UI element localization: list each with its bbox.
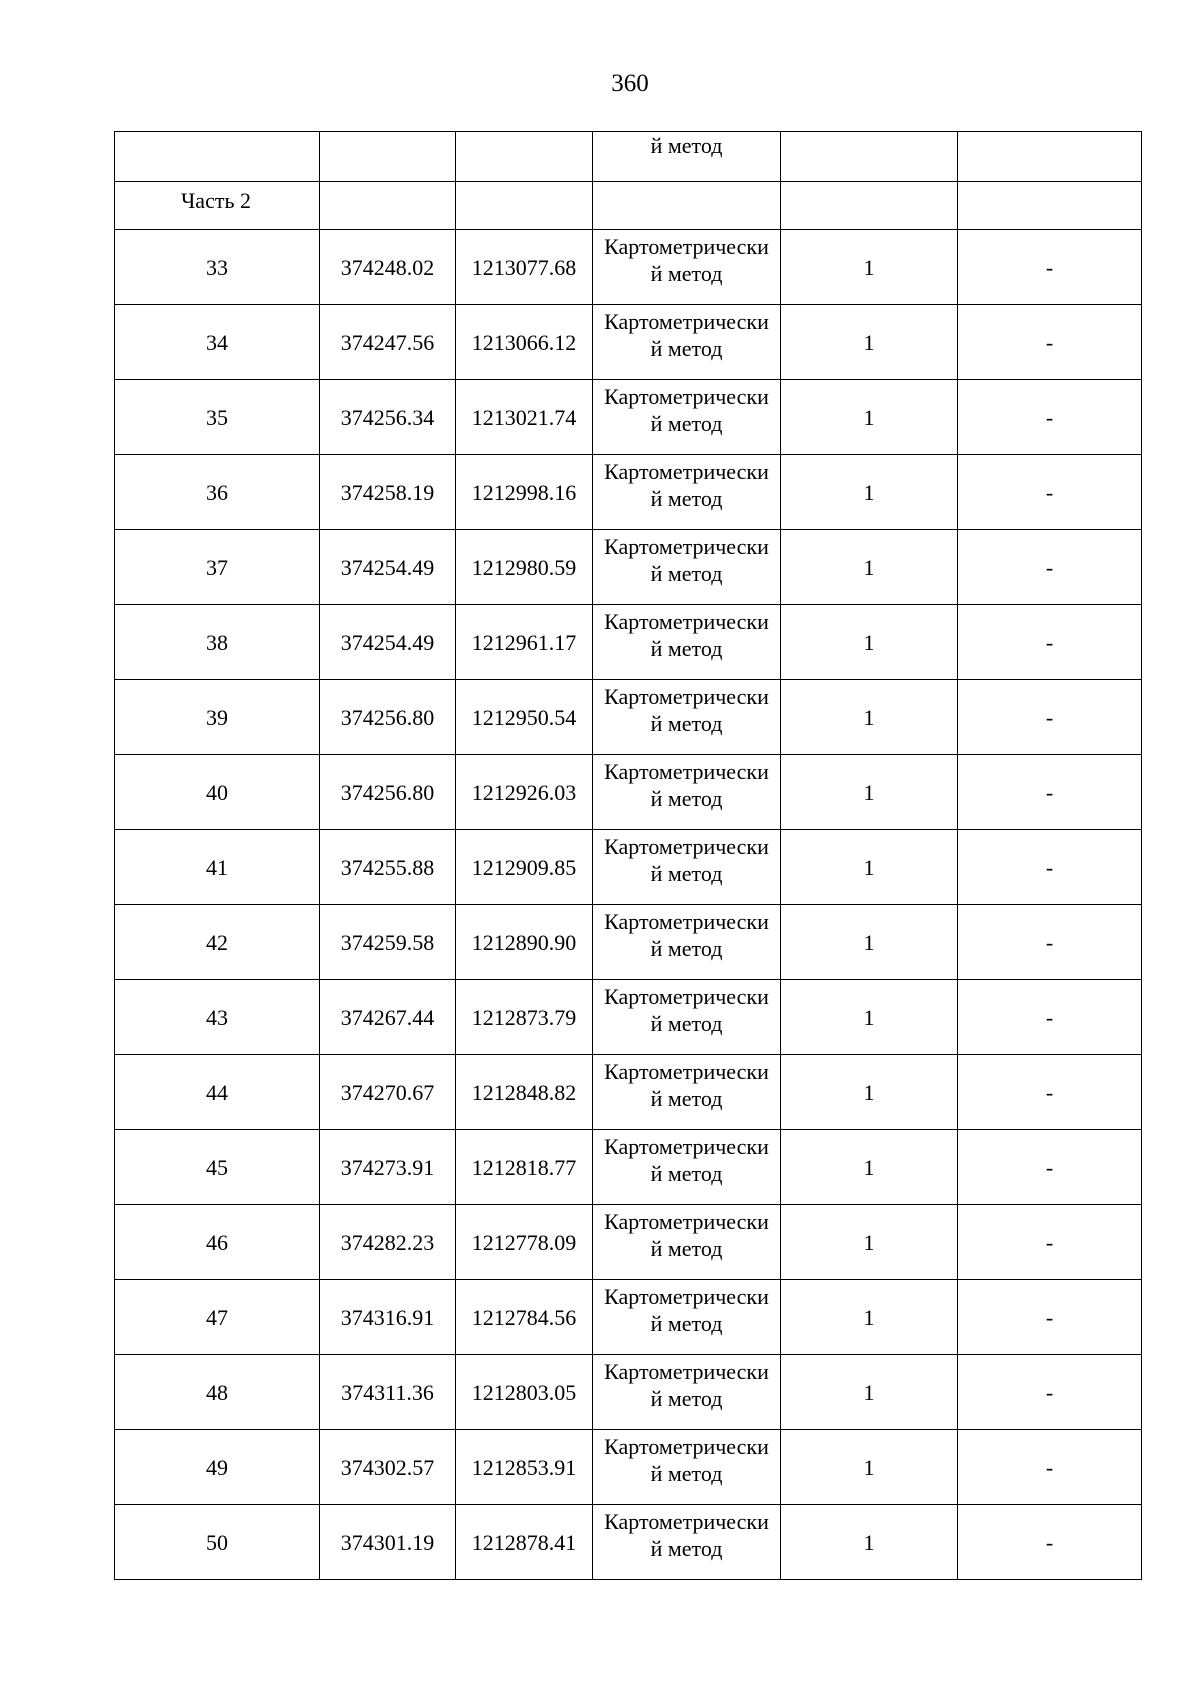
point-number-cell: 34: [115, 305, 320, 380]
y-coordinate-cell: 1212784.56: [456, 1280, 593, 1355]
x-coordinate-cell: 374267.44: [320, 980, 456, 1055]
accuracy-cell: 1: [781, 305, 958, 380]
method-line-2: й метод: [650, 1011, 723, 1036]
method-text: й метод: [650, 133, 723, 158]
x-coordinate-cell: 374302.57: [320, 1430, 456, 1505]
method-line-1: Картометрически: [604, 384, 769, 409]
y-coordinate-cell: 1212980.59: [456, 530, 593, 605]
method-text: [593, 1505, 780, 1562]
x-coordinate-cell: 374254.49: [320, 605, 456, 680]
y-coordinate-cell: 1212961.17: [456, 605, 593, 680]
method-line-1: Картометрически: [604, 834, 769, 859]
x-coordinate-cell: 374258.19: [320, 455, 456, 530]
method-text: [593, 680, 780, 737]
method-text: [593, 755, 780, 812]
table-row: [115, 605, 1142, 680]
method-cell: [593, 1055, 781, 1130]
point-number-cell: 47: [115, 1280, 320, 1355]
method-cell: [593, 1280, 781, 1355]
accuracy-cell: 1: [781, 980, 958, 1055]
y-coordinate-cell: 1212950.54: [456, 680, 593, 755]
note-cell: -: [958, 830, 1142, 905]
accuracy-cell: 1: [781, 455, 958, 530]
method-line-2: й метод: [650, 1311, 723, 1336]
x-coordinate-cell: 374311.36: [320, 1355, 456, 1430]
method-text: [593, 1130, 780, 1187]
method-text: [593, 1355, 780, 1412]
method-cell: [593, 1430, 781, 1505]
x-coordinate-cell: 374270.67: [320, 1055, 456, 1130]
method-line-1: Картометрически: [604, 984, 769, 1009]
y-coordinate-cell: 1212853.91: [456, 1430, 593, 1505]
y-coordinate-cell: 1212778.09: [456, 1205, 593, 1280]
method-line-2: й метод: [650, 411, 723, 436]
table-cell: [320, 182, 456, 230]
method-text: [593, 905, 780, 962]
table-cell: [958, 132, 1142, 182]
table-row: [115, 1430, 1142, 1505]
method-cell: [593, 605, 781, 680]
y-coordinate-cell: 1213077.68: [456, 230, 593, 305]
page-number: 360: [611, 70, 649, 97]
y-coordinate-cell: 1212873.79: [456, 980, 593, 1055]
point-number-cell: 44: [115, 1055, 320, 1130]
method-cell: [593, 980, 781, 1055]
point-number-cell: 35: [115, 380, 320, 455]
point-number-cell: 39: [115, 680, 320, 755]
point-number-cell: 40: [115, 755, 320, 830]
method-line-2: й метод: [650, 861, 723, 886]
x-coordinate-cell: 374259.58: [320, 905, 456, 980]
table-cell: [781, 182, 958, 230]
method-line-2: й метод: [650, 336, 723, 361]
method-cell: [593, 905, 781, 980]
accuracy-cell: 1: [781, 1055, 958, 1130]
part-label: Часть 2: [181, 188, 251, 213]
table-row: [115, 1355, 1142, 1430]
note-cell: -: [958, 1505, 1142, 1580]
part-label-cell: [115, 182, 320, 230]
method-line-1: Картометрически: [604, 1434, 769, 1459]
method-text: [593, 830, 780, 887]
method-text: [593, 1055, 780, 1112]
x-coordinate-cell: 374256.80: [320, 680, 456, 755]
point-number-cell: 38: [115, 605, 320, 680]
method-line-1: Картометрически: [604, 1509, 769, 1534]
x-coordinate-cell: 374255.88: [320, 830, 456, 905]
point-number-cell: 48: [115, 1355, 320, 1430]
table-row: [115, 455, 1142, 530]
method-text: [593, 230, 780, 287]
note-cell: -: [958, 1280, 1142, 1355]
accuracy-cell: 1: [781, 1130, 958, 1205]
x-coordinate-cell: 374254.49: [320, 530, 456, 605]
part-row: [115, 182, 1142, 230]
accuracy-cell: 1: [781, 230, 958, 305]
method-line-2: й метод: [650, 936, 723, 961]
note-cell: -: [958, 980, 1142, 1055]
note-cell: -: [958, 455, 1142, 530]
point-number-cell: 36: [115, 455, 320, 530]
table-cell: [456, 182, 593, 230]
y-coordinate-cell: 1213066.12: [456, 305, 593, 380]
y-coordinate-cell: 1212878.41: [456, 1505, 593, 1580]
note-cell: -: [958, 1055, 1142, 1130]
table-cell: [115, 132, 320, 182]
method-line-2: й метод: [650, 1536, 723, 1561]
method-line-1: Картометрически: [604, 759, 769, 784]
x-coordinate-cell: 374273.91: [320, 1130, 456, 1205]
note-cell: -: [958, 1130, 1142, 1205]
method-line-2: й метод: [650, 261, 723, 286]
method-cell: [593, 530, 781, 605]
table-cell: [593, 182, 781, 230]
point-number-cell: 46: [115, 1205, 320, 1280]
accuracy-cell: 1: [781, 905, 958, 980]
table-row: [115, 680, 1142, 755]
table-row: [115, 1130, 1142, 1205]
note-cell: -: [958, 380, 1142, 455]
table-row: [115, 380, 1142, 455]
y-coordinate-cell: 1212890.90: [456, 905, 593, 980]
method-line-2: й метод: [650, 561, 723, 586]
table-row: [115, 305, 1142, 380]
method-text: [593, 380, 780, 437]
note-cell: -: [958, 605, 1142, 680]
method-text: [593, 305, 780, 362]
method-cell: [593, 1130, 781, 1205]
table-cell: [456, 132, 593, 182]
y-coordinate-cell: 1212926.03: [456, 755, 593, 830]
note-cell: -: [958, 1205, 1142, 1280]
accuracy-cell: 1: [781, 1430, 958, 1505]
accuracy-cell: 1: [781, 1280, 958, 1355]
method-line-2: й метод: [650, 711, 723, 736]
point-number-cell: 37: [115, 530, 320, 605]
note-cell: -: [958, 1355, 1142, 1430]
method-line-2: й метод: [650, 1461, 723, 1486]
point-number-cell: 50: [115, 1505, 320, 1580]
table-cell: [781, 132, 958, 182]
method-line-1: Картометрически: [604, 534, 769, 559]
y-coordinate-cell: 1212848.82: [456, 1055, 593, 1130]
accuracy-cell: 1: [781, 755, 958, 830]
method-text: [593, 1205, 780, 1262]
method-line-1: Картометрически: [604, 1059, 769, 1084]
method-line-2: й метод: [650, 1386, 723, 1411]
table-row: [115, 530, 1142, 605]
table-row: [115, 230, 1142, 305]
table-cell: [320, 132, 456, 182]
note-cell: -: [958, 1430, 1142, 1505]
x-coordinate-cell: 374316.91: [320, 1280, 456, 1355]
method-line-2: й метод: [650, 636, 723, 661]
point-number-cell: 33: [115, 230, 320, 305]
point-number-cell: 43: [115, 980, 320, 1055]
method-cell: [593, 680, 781, 755]
y-coordinate-cell: 1212998.16: [456, 455, 593, 530]
method-line-2: й метод: [650, 1086, 723, 1111]
method-line-1: Картометрически: [604, 309, 769, 334]
accuracy-cell: 1: [781, 380, 958, 455]
note-cell: -: [958, 905, 1142, 980]
method-line-1: Картометрически: [604, 684, 769, 709]
table-row: [115, 755, 1142, 830]
accuracy-cell: 1: [781, 1205, 958, 1280]
accuracy-cell: 1: [781, 680, 958, 755]
table-row: [115, 1280, 1142, 1355]
method-line-2: й метод: [650, 1161, 723, 1186]
accuracy-cell: 1: [781, 1505, 958, 1580]
method-cell: [593, 305, 781, 380]
y-coordinate-cell: 1213021.74: [456, 380, 593, 455]
method-cell: [593, 380, 781, 455]
x-coordinate-cell: 374248.02: [320, 230, 456, 305]
method-cell: [593, 132, 781, 182]
method-line-1: Картометрически: [604, 234, 769, 259]
continued-row: [115, 132, 1142, 182]
x-coordinate-cell: 374256.34: [320, 380, 456, 455]
method-line-1: Картометрически: [604, 909, 769, 934]
x-coordinate-cell: 374247.56: [320, 305, 456, 380]
coordinates-table: [114, 131, 1142, 1580]
method-text: [593, 980, 780, 1037]
method-cell: [593, 1505, 781, 1580]
table-row: [115, 905, 1142, 980]
method-text: [593, 1280, 780, 1337]
method-line-2: й метод: [650, 1236, 723, 1261]
method-line-2: й метод: [650, 786, 723, 811]
table-row: [115, 1055, 1142, 1130]
note-cell: -: [958, 230, 1142, 305]
method-text: [593, 605, 780, 662]
accuracy-cell: 1: [781, 530, 958, 605]
method-line-2: й метод: [650, 486, 723, 511]
method-text: [593, 1430, 780, 1487]
y-coordinate-cell: 1212803.05: [456, 1355, 593, 1430]
method-line-1: Картометрически: [604, 459, 769, 484]
note-cell: -: [958, 305, 1142, 380]
method-cell: [593, 1205, 781, 1280]
method-line-1: Картометрически: [604, 1284, 769, 1309]
method-cell: [593, 830, 781, 905]
method-line-1: Картометрически: [604, 1134, 769, 1159]
note-cell: -: [958, 680, 1142, 755]
method-text: [593, 455, 780, 512]
accuracy-cell: 1: [781, 1355, 958, 1430]
point-number-cell: 42: [115, 905, 320, 980]
y-coordinate-cell: 1212818.77: [456, 1130, 593, 1205]
method-text: [593, 530, 780, 587]
method-line-1: Картометрически: [604, 1209, 769, 1234]
table-cell: [958, 182, 1142, 230]
y-coordinate-cell: 1212909.85: [456, 830, 593, 905]
point-number-cell: 45: [115, 1130, 320, 1205]
method-cell: [593, 755, 781, 830]
table-row: [115, 1505, 1142, 1580]
table-row: [115, 1205, 1142, 1280]
point-number-cell: 49: [115, 1430, 320, 1505]
point-number-cell: 41: [115, 830, 320, 905]
method-line-1: Картометрически: [604, 609, 769, 634]
method-cell: [593, 1355, 781, 1430]
x-coordinate-cell: 374282.23: [320, 1205, 456, 1280]
table-row: [115, 830, 1142, 905]
x-coordinate-cell: 374301.19: [320, 1505, 456, 1580]
method-cell: [593, 230, 781, 305]
x-coordinate-cell: 374256.80: [320, 755, 456, 830]
note-cell: -: [958, 755, 1142, 830]
accuracy-cell: 1: [781, 605, 958, 680]
table-row: [115, 980, 1142, 1055]
method-line-1: Картометрически: [604, 1359, 769, 1384]
accuracy-cell: 1: [781, 830, 958, 905]
method-cell: [593, 455, 781, 530]
note-cell: -: [958, 530, 1142, 605]
